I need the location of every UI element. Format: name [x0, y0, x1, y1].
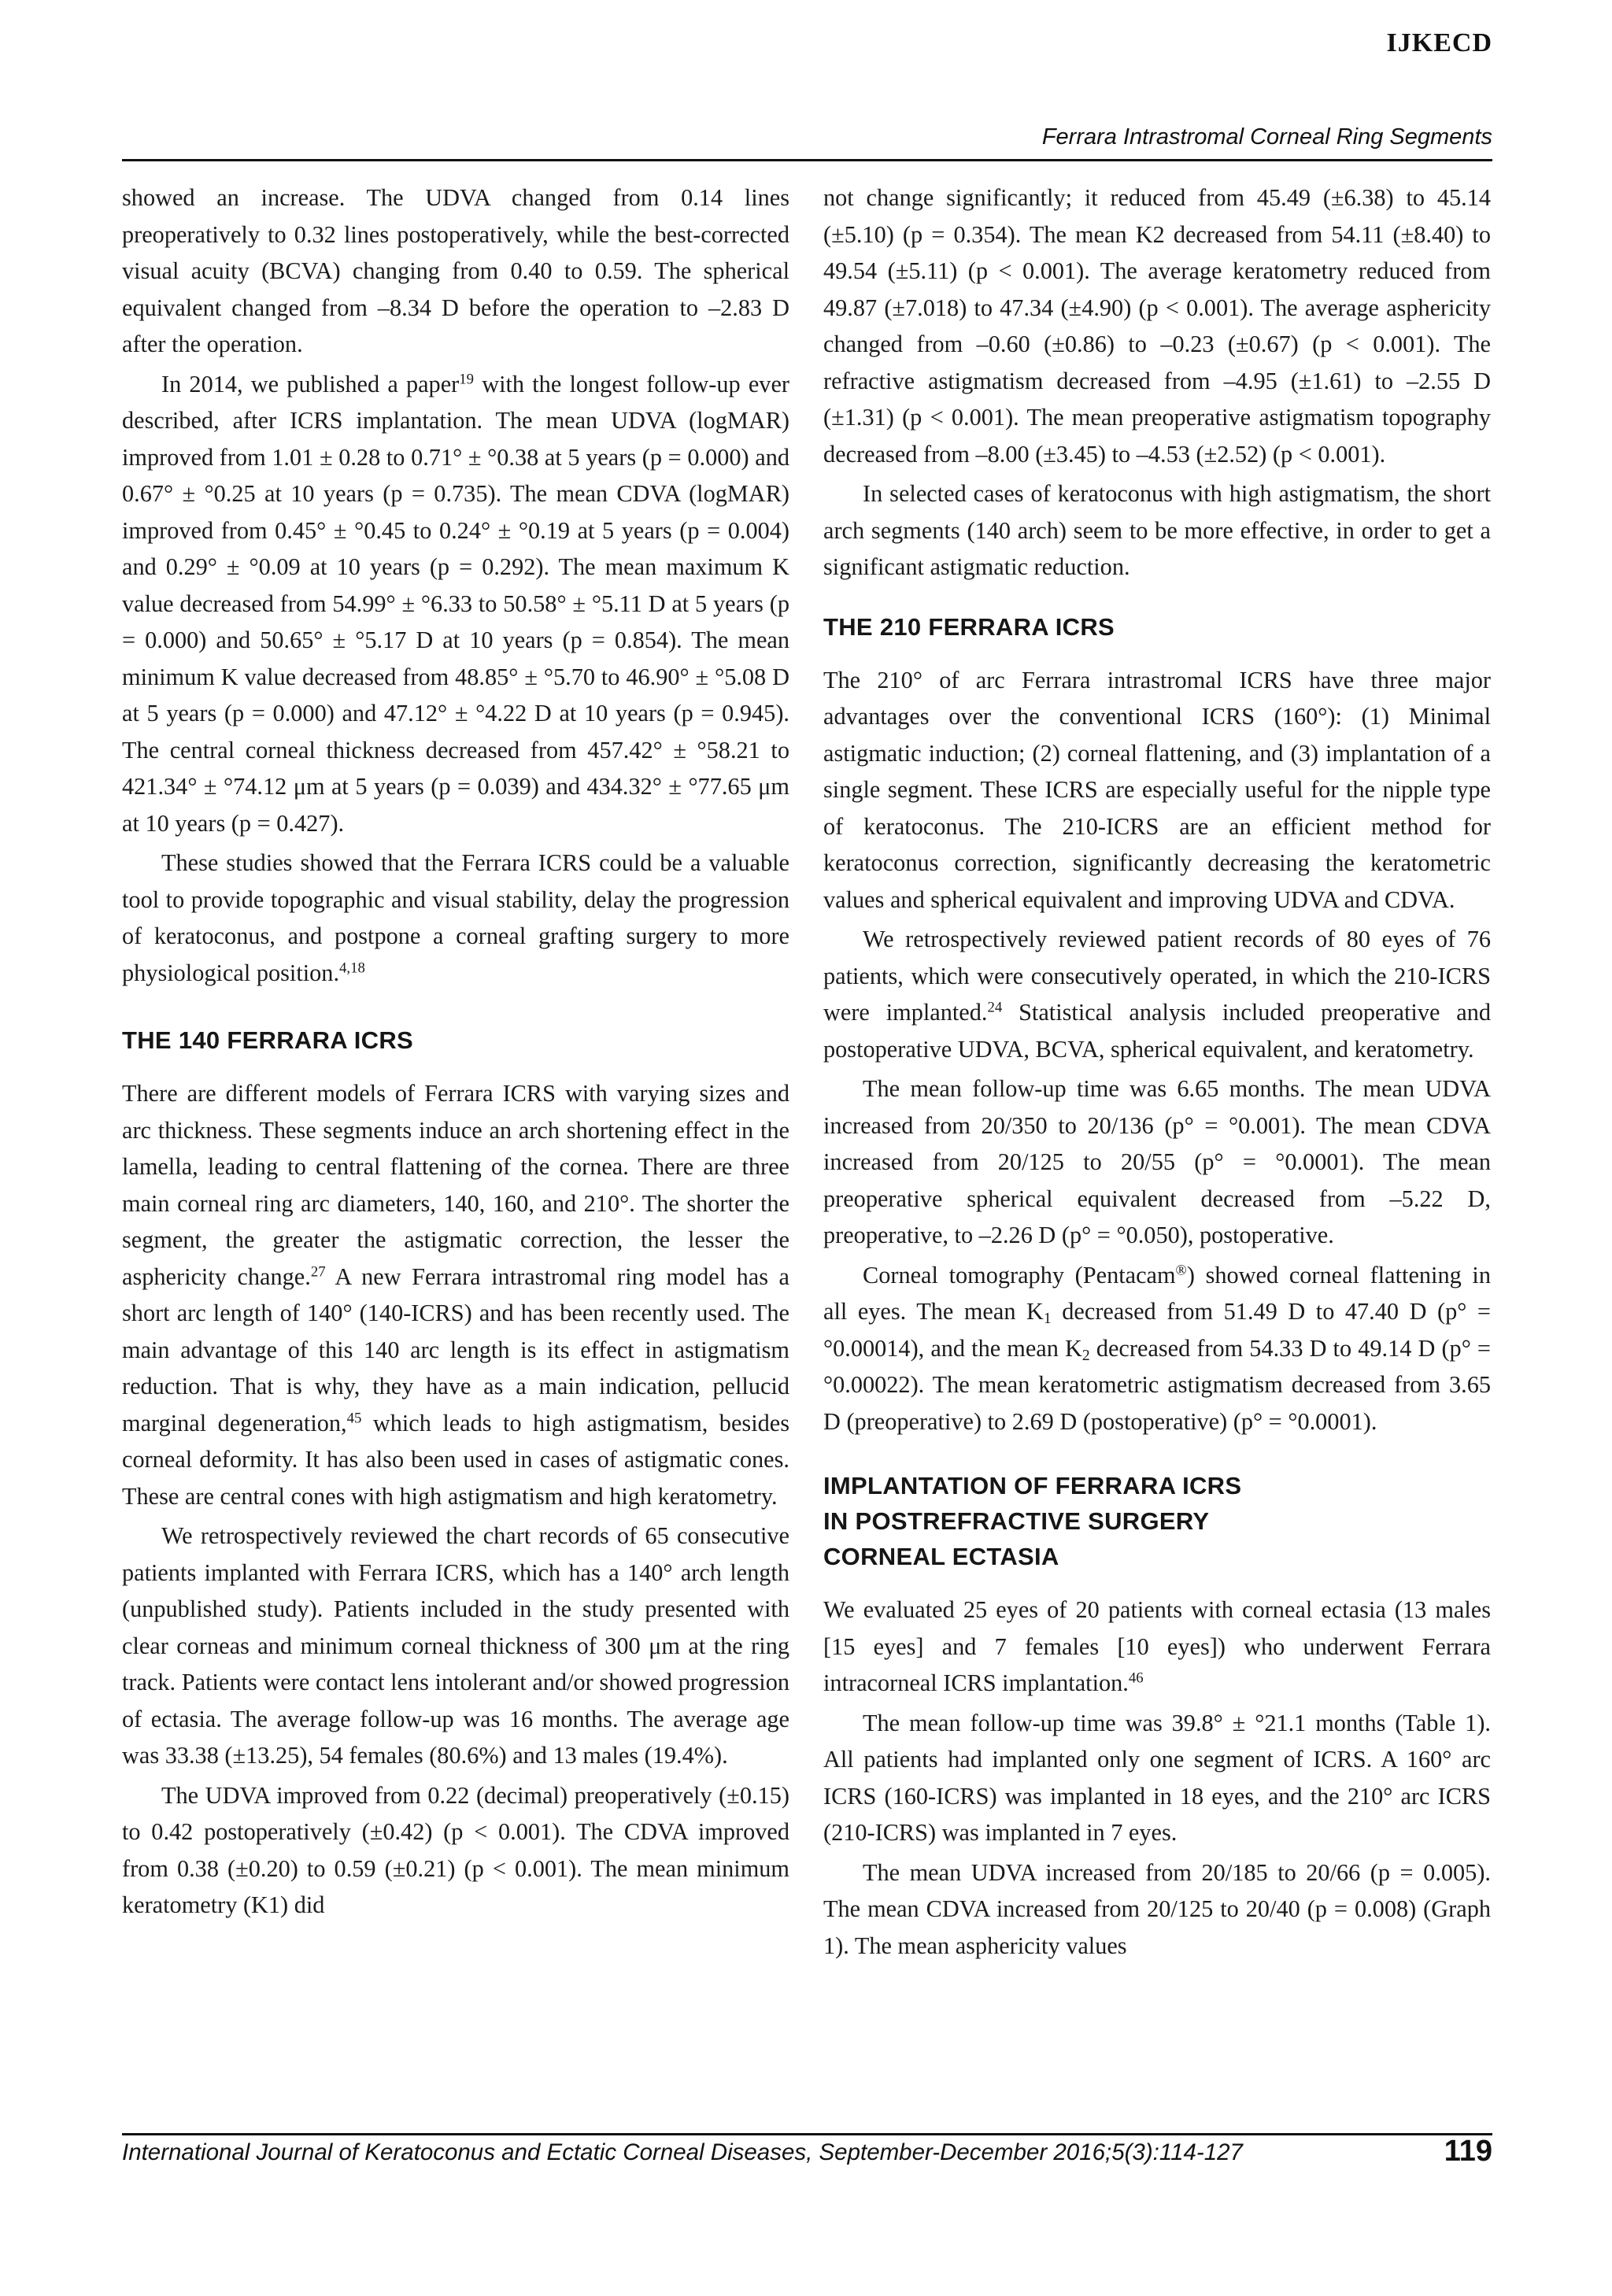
footer-rule	[122, 2133, 1492, 2135]
citation-ref[interactable]: 45	[346, 1410, 362, 1427]
paragraph: We retrospectively reviewed patient records of 80 eyes of 76 patients, which were consecutively operated, in which the 210-ICRS were implanted.$^{24}$ Statistical analysis included preoperative and postoperative UDVA, BCVA, spherical equivalent, and keratometry.	[823, 926, 1491, 1063]
paragraph: The UDVA improved from 0.22 (decimal) preoperatively (±0.15) to 0.42 postoperatively (±0.42) (p < 0.001). The CDVA improved from 0.38 (±0.20) to 0.59 (±0.21) (p < 0.001). The mean minimum keratometry (K1) did	[122, 1781, 789, 1918]
running-title: Ferrara Intrastromal Corneal Ring Segments	[1041, 124, 1492, 150]
citation-ref[interactable]: 24	[987, 999, 1003, 1016]
subscript: 1	[1043, 1309, 1052, 1327]
registered-mark: ®	[1175, 1262, 1187, 1279]
paragraph: The mean follow-up time was 6.65 months. The mean UDVA increased from 20/350 to 20/136 (p° = °0.001). The mean CDVA increased from 20/125 to 20/55 (p° = °0.0001). The mean preoperative spherical equivalent decreased from –5.22 D, preoperative, to –2.26 D (p° = °0.050), postoperative.	[823, 1075, 1491, 1248]
left-column	[122, 179, 789, 1924]
journal-abbreviation: IJKECD	[1386, 28, 1492, 57]
citation-ref[interactable]: 4,18	[339, 959, 365, 977]
subscript: 2	[1081, 1346, 1090, 1364]
paragraph: We evaluated 25 eyes of 20 patients with corneal ectasia (13 males [15 eyes] and 7 females [10 eyes]) who underwent Ferrara intracorneal ICRS implantation.$^{46}$	[823, 1596, 1491, 1696]
paragraph: We retrospectively reviewed the chart records of 65 consecutive patients implanted with Ferrara ICRS, which has a 140° arch length (unpublished study). Patients included in the study presented with clear corneas and minimum corneal thickness of 300 μm at the ring track. Patients were contact lens intolerant and/or showed progression of ectasia. The average follow-up was 16 months. The average age was 33.38 (±13.25), 54 females (80.6%) and 13 males (19.4%).	[122, 1522, 789, 1769]
right-column	[823, 179, 1491, 1964]
citation-ref[interactable]: 46	[1128, 1669, 1144, 1687]
paragraph: The 210° of arc Ferrara intrastromal ICRS have three major advantages over the conventional ICRS (160°): (1) Minimal astigmatic induction; (2) corneal flattening, and (3) implantation of a single segment. These ICRS are especially useful for the nipple type of keratoconus. The 210-ICRS are an efficient method for keratoconus correction, significantly decreasing the keratometric values and spherical equivalent and improving UDVA and CDVA.	[823, 666, 1491, 913]
header-rule	[122, 159, 1492, 161]
paragraph: In 2014, we published a paper$^{19}$ with the longest follow-up ever described, after ICRS implantation. The mean UDVA (logMAR) improved from 1.01 ± 0.28 to 0.71° ± °0.38 at 5 years (p = 0.000) and 0.67° ± °0.25 at 10 years (p = 0.735). The mean CDVA (logMAR) improved from 0.45° ± °0.45 to 0.24° ± °0.19 at 5 years (p = 0.004) and 0.29° ± °0.09 at 10 years (p = 0.292). The mean maximum K value decreased from 54.99° ± °6.33 to 50.58° ± °5.11 D at 5 years (p = 0.000) and 50.65° ± °5.17 D at 10 years (p = 0.854). The mean minimum K value decreased from 48.85° ± °5.70 to 46.90° ± °5.08 D at 5 years (p = 0.000) and 47.12° ± °4.22 D at 10 years (p = 0.945). The central corneal thickness decreased from 457.42° ± °58.21 to 421.34° ± °74.12 μm at 5 years (p = 0.039) and 434.32° ± °77.65 μm at 10 years (p = 0.427).	[122, 370, 789, 837]
section-heading: THE 140 FERRARA ICRS	[122, 1026, 414, 1054]
page-number: 119	[1444, 2135, 1492, 2168]
paragraph: The mean UDVA increased from 20/185 to 20/66 (p = 0.005). The mean CDVA increased from 20/125 to 20/40 (p = 0.008) (Graph 1). The mean asphericity values	[823, 1858, 1491, 1959]
citation-ref[interactable]: 27	[310, 1263, 326, 1281]
paragraph: There are different models of Ferrara ICRS with varying sizes and arc thickness. These segments induce an arch shortening effect in the lamella, leading to central flattening of the cornea. There are three main corneal ring arc diameters, 140, 160, and 210°. The shorter the segment, the greater the astigmatic correction, the lesser the asphericity change.$^{27}$ A new Ferrara intrastromal ring model has a short arc length of 140° (140-ICRS) and has been recently used. The main advantage of this 140 arc length is its effect in astigmatism reduction. That is why, they have as a main indication, pellucid marginal degeneration,$^{45}$ which leads to high astigmatism, besides corneal deformity. It has also been used in cases of astigmatic cones. These are central cones with high astigmatism and high keratometry.	[122, 1080, 789, 1510]
paragraph: In selected cases of keratoconus with high astigmatism, the short arch segments (140 arch) seem to be more effective, in order to get a significant astigmatic reduction.	[823, 480, 1491, 580]
citation-ref[interactable]: 19	[459, 371, 475, 388]
section-heading: THE 210 FERRARA ICRS	[823, 612, 1115, 641]
section-heading: IMPLANTATION OF FERRARA ICRS IN POSTREFRACTIVE SURGERY CORNEAL ECTASIA	[823, 1472, 1242, 1570]
journal-citation: International Journal of Keratoconus and Ectatic Corneal Diseases, September-December 2016;5(3):114-127	[122, 2139, 1243, 2165]
paragraph: The mean follow-up time was 39.8° ± °21.1 months (Table 1). All patients had implanted only one segment of ICRS. A 160° arc ICRS (160-ICRS) was implanted in 18 eyes, and the 210° arc ICRS (210-ICRS) was implanted in 7 eyes.	[823, 1709, 1491, 1846]
paragraph: not change significantly; it reduced from 45.49 (±6.38) to 45.14 (±5.10) (p = 0.354). The mean K2 decreased from 54.11 (±8.40) to 49.54 (±5.11) (p < 0.001). The average keratometry reduced from 49.87 (±7.018) to 47.34 (±4.90) (p < 0.001). The average asphericity changed from –0.60 (±0.86) to –0.23 (±0.67) (p < 0.001). The refractive astigmatism decreased from –4.95 (±1.61) to –2.55 D (±1.31) (p < 0.001). The mean preoperative astigmatism topography decreased from –8.00 (±3.45) to –4.53 (±2.52) (p < 0.001).	[823, 184, 1491, 468]
paragraph: Corneal tomography (Pentacam®) showed corneal flattening in all eyes. The mean $K_1$ decreased from 51.49 D to 47.40 D (p° = °0.00014), and the mean $K_2$ decreased from 54.33 D to 49.14 D (p° = °0.00022). The mean keratometric astigmatism decreased from 3.65 D (preoperative) to 2.69 D (postoperative) (p° = °0.0001).	[823, 1261, 1491, 1435]
paragraph: These studies showed that the Ferrara ICRS could be a valuable tool to provide topographic and visual stability, delay the progression of keratoconus, and postpone a corneal grafting surgery to more physiological position.$^{4,18}$	[122, 849, 789, 986]
paragraph: showed an increase. The UDVA changed from 0.14 lines preoperatively to 0.32 lines postoperatively, while the best-corrected visual acuity (BCVA) changing from 0.40 to 0.59. The spherical equivalent changed from –8.34 D before the operation to –2.83 D after the operation.	[122, 184, 789, 357]
